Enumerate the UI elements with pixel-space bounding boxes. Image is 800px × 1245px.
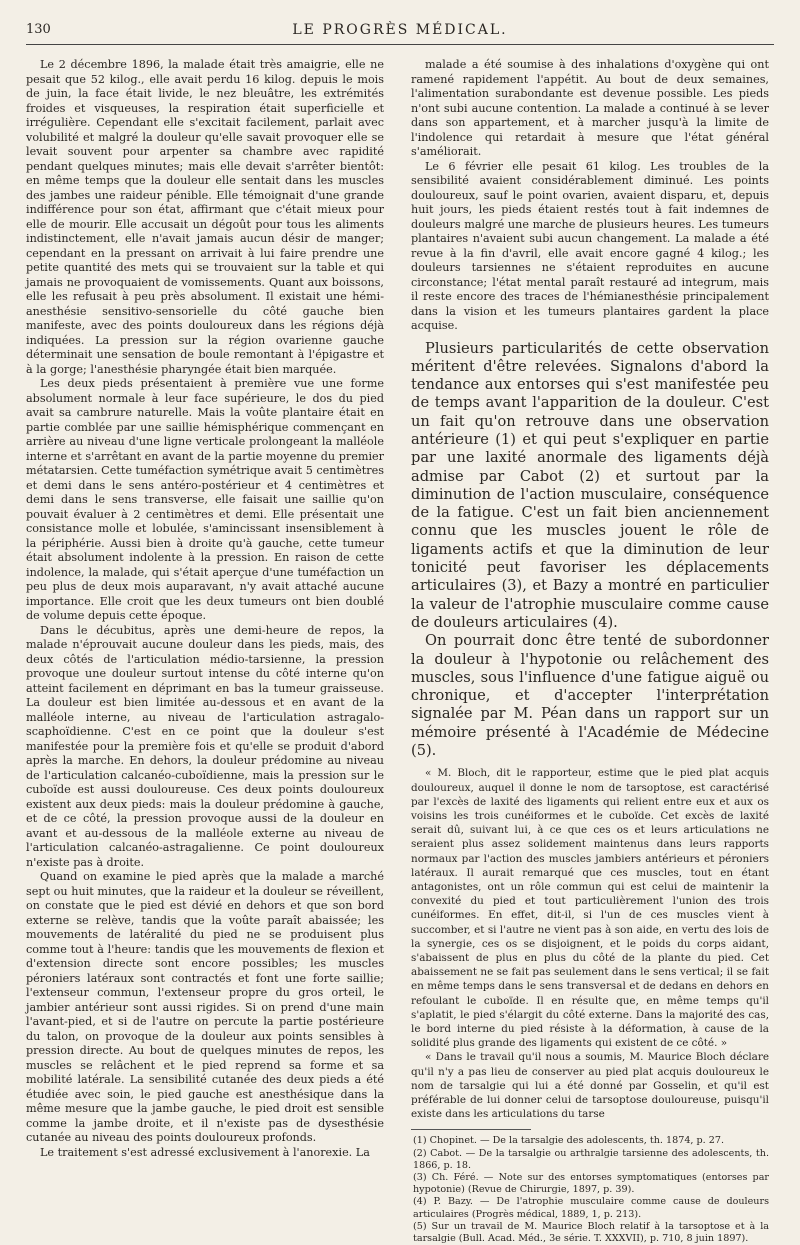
footnote: (1) Chopinet. — De la tarsalgie des adolescents, th. 1874, p. 27.	[413, 1135, 725, 1147]
page-header	[26, 22, 774, 44]
footnote-rule	[411, 1129, 531, 1130]
paragraph: malade a été soumise à des inhalations d'oxygène qui ont ramené rapidement l'appétit. Au bout de deux semaines, l'alimentation surabondante est devenue possible. Les pieds n'ont subi aucune contention. La malade a continué à se lever dans son appartement, et à marcher jusqu'à la limite de l'indolence qui retardait à mesure que l'état général s'améliorait.	[411, 58, 769, 158]
commentary-paragraph: Plusieurs particularités de cette observation méritent d'être relevées. Signalons d'abord la tendance aux entorses qui s'est manifestée peu de temps avant l'apparition de la douleur. C'est un fait qu'on retrouve dans une observation antérieure (1) et qui peut s'expliquer en partie par une laxité anormale des ligaments déjà admise par Cabot (2) et surtout par la diminution de l'action musculaire, conséquence de la fatigue. C'est un fait bien anciennement connu que les muscles jouent le rôle de ligaments actifs et que la diminution de leur tonicité peut favoriser les déplacements articulaires (3), et Bazy a montré en particulier la valeur de l'atrophie musculaire comme cause de douleurs articulaires (4).	[411, 339, 769, 631]
left-column	[26, 58, 384, 1160]
quoted-paragraph: « M. Bloch, dit le rapporteur, estime que le pied plat acquis douloureux, auquel il donne le nom de tarsoptose, est caractérisé par l'excès de laxité des ligaments qui relient entre eux et aux os voisins les trois cunéiformes et le cuboïde. Cet excès de laxité serait dû, suivant lui, à ce que ces os et leurs articulations ne seraient plus assez solidement maintenus dans leurs rapports normaux par l'action des muscles jambiers antérieurs et péroniers latéraux. Il aurait remarqué que ces muscles, tout en étant antagonistes, ont un rôle commun qui est celui de maintenir la convexité du pied et tout particulièrement l'union des trois cunéiformes. En effet, dit-il, si l'un de ces muscles vient à succomber, et si l'autre ne vient pas à son aide, en vertu des lois de la synergie, ces os se disjoignent, et le poids du corps aidant, s'abaissent de plus en plus du côté de la plante du pied. Cet abaissement ne se fait pas seulement dans le sens vertical; il se fait en même temps dans le sens transversal et de dedans en dehors en refoulant le cuboïde. Il en résulte que, en même temps qu'il s'aplatit, le pied s'élargit du côté externe. Dans la majorité des cas, le bord interne du pied résiste à la déformation, à cause de la solidité plus grande des ligaments qui existent de ce côté. »	[411, 767, 769, 1050]
page-number: 130	[26, 22, 51, 37]
commentary-paragraph: On pourrait donc être tenté de subordonner la douleur à l'hypotonie ou relâchement des muscles, sous l'influence d'une fatigue aiguë ou chronique, et d'accepter l'interprétation signalée par M. Péan dans un rapport sur un mémoire présenté à l'Académie de Médecine (5).	[411, 632, 769, 760]
footnotes	[411, 1135, 769, 1245]
footnote: (4) P. Bazy. — De l'atrophie musculaire comme cause de douleurs articulaires (Progrès médical, 1889, 1, p. 213).	[413, 1196, 769, 1220]
quoted-paragraph: « Dans le travail qu'il nous a soumis, M. Maurice Bloch déclare qu'il n'y a pas lieu de conserver au pied plat acquis douloureux le nom de tarsalgie qui lui a été donné par Gosselin, et qu'il est préférable de lui donner celui de tarsoptose douloureuse, puisqu'il existe dans les articulations du tarse	[411, 1051, 769, 1121]
paragraph: Quand on examine le pied après que la malade a marché sept ou huit minutes, que la raideur et la douleur se réveillent, on constate que le pied est dévié en dehors et que son bord externe se relève, tandis que la voûte paraît abaissée; les mouvements de latéralité du pied ne se produisent plus comme tout à l'heure: tandis que les mouvements de flexion et d'extension directe sont encore possibles; les muscles péroniers latéraux sont contractés et font une forte saillie; l'extenseur commun, l'extenseur propre du gros orteil, le jambier antérieur sont aussi rigides. Si on prend d'une main l'avant-pied, et si de l'autre on percute la partie postérieure du talon, on provoque de la douleur aux points sensibles à pression directe. Au bout de quelques minutes de repos, les muscles se relâchent et le pied reprend sa forme et sa mobilité latérale. La sensibilité cutanée des deux pieds a été étudiée avec soin, le pied gauche est anesthésique dans la même mesure que la jambe gauche, le pied droit est sensible comme la jambe droite, et il n'existe pas de dysesthésie cutanée au niveau des points douloureux profonds.	[26, 870, 384, 1144]
footnote: (3) Ch. Féré. — Note sur des entorses symptomatiques (entorses par hypotonie) (Revue de Chirurgie, 1897, p. 39).	[413, 1172, 769, 1196]
right-column	[411, 58, 769, 1245]
paragraph: Le 2 décembre 1896, la malade était très amaigrie, elle ne pesait que 52 kilog., elle avait perdu 16 kilog. depuis le mois de juin, la face était livide, le nez bleuâtre, les extrémités froides et visqueuses, la respiration était superficielle et irrégulière. Cependant elle s'excitait facilement, parlait avec volubilité et malgré la douleur qu'elle savait provoquer elle se levait souvent pour arpenter sa chambre avec rapidité pendant quelques minutes; mais elle devait s'arrêter bientôt: en même temps que la douleur elle sentait dans les muscles des jambes une raideur pénible. Elle témoignait d'une grande indifférence pour son état, affirmant que c'était mieux pour elle de mourir. Elle accusait un dégoût pour tous les aliments indistinctement, elle n'avait jamais aucun désir de manger; cependant en la pressant on arrivait à lui faire prendre une petite quantité des mets qui se trouvaient sur la table et qui jamais ne provoquaient de vomissements. Quant aux boissons, elle les refusait à peu près absolument. Il existait une hémi-anesthésie sensitivo-sensorielle du côté gauche bien manifeste, avec des points douloureux dans les régions déjà indiquées. La pression sur la région ovarienne gauche déterminait une sensation de boule remontant à l'épigastre et à la gorge; l'anesthésie pharyngée était bien marquée.	[26, 58, 384, 376]
paragraph: Les deux pieds présentaient à première vue une forme absolument normale à leur face supérieure, le dos du pied avait sa cambrure naturelle. Mais la voûte plantaire était en partie comblée par une saillie hémisphérique commençant en arrière au niveau d'une ligne verticale prolongeant la malléole interne et s'arrêtant en avant de la partie moyenne du premier métatarsien. Cette tuméfaction symétrique avait 5 centimètres et demi dans le sens antéro-postérieur et 4 centimètres et demi dans le sens transverse, elle faisait une saillie qu'on pouvait évaluer à 2 centimètres et demi. Elle présentait une consistance molle et lobulée, s'amincissant insensiblement à la périphérie. Aussi bien à droite qu'à gauche, cette tumeur était absolument indolente à la pression. En raison de cette indolence, la malade, qui s'était aperçue d'une tuméfaction un peu plus de deux mois auparavant, n'y avait attaché aucune importance. Elle croit que les deux tumeurs ont bien doublé de volume depuis cette époque.	[26, 377, 384, 622]
running-head: LE PROGRÈS MÉDICAL.	[292, 22, 508, 38]
header-rule	[26, 44, 774, 45]
paragraph: Le traitement s'est adressé exclusivement à l'anorexie. La	[40, 1145, 370, 1159]
paragraph: Le 6 février elle pesait 61 kilog. Les troubles de la sensibilité avaient considérablement diminué. Les points douloureux, sauf le point ovarien, avaient disparu, et, depuis huit jours, les pieds étaient restés tout à fait indemnes de douleurs malgré une marche de plusieurs heures. Les tumeurs plantaires n'avaient subi aucun changement. La malade a été revue à la fin d'avril, elle avait encore gagné 4 kilog.; les douleurs tarsiennes ne s'étaient reproduites en aucune circonstance; l'état mental paraît restauré ad integrum, mais il reste encore des traces de l'hémianesthésie principalement dans la vision et les tumeurs plantaires gardent la place acquise.	[411, 159, 769, 332]
paragraph: Dans le décubitus, après une demi-heure de repos, la malade n'éprouvait aucune douleur dans les pieds, mais, des deux côtés de l'articulation médio-tarsienne, la pression provoque une douleur surtout intense du côté interne qu'on atteint facilement en déprimant en bas la tumeur graisseuse. La douleur est bien limitée au-dessous et en avant de la malléole interne, au niveau de l'articulation astragalo-scaphoïdienne. C'est en ce point que la douleur s'est manifestée pour la première fois et qu'elle se produit d'abord après la marche. En dehors, la douleur prédomine au niveau de l'articulation calcanéo-cuboïdienne, mais la pression sur le cuboïde est aussi douloureuse. Ces deux points douloureux existent aux deux pieds: mais la douleur prédomine à gauche, et de ce côté, la pression provoque aussi de la douleur en avant et au-dessous de la malléole externe au niveau de l'articulation calcanéo-astragalienne. Ce point douloureux n'existe pas à droite.	[26, 623, 384, 869]
footnote: (2) Cabot. — De la tarsalgie ou arthralgie tarsienne des adolescents, th. 1866, p. 18.	[413, 1147, 769, 1171]
footnote: (5) Sur un travail de M. Maurice Bloch relatif à la tarsoptose et à la tarsalgie (Bull. Acad. Méd., 3e série. T. XXXVII), p. 710, 8 juin 1897).	[413, 1220, 769, 1245]
